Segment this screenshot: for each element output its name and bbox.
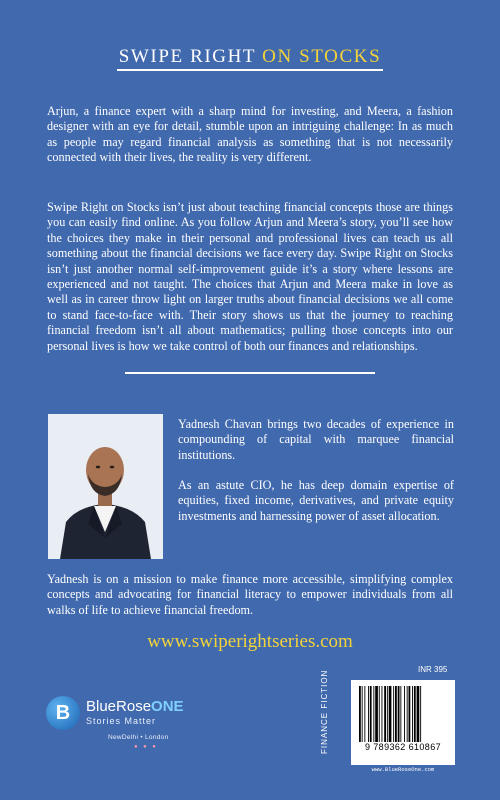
publisher-logo-icon: B (46, 696, 80, 730)
book-title-part1: SWIPE RIGHT (118, 46, 256, 67)
title-block (0, 46, 500, 71)
book-title-part2: ON STOCKS (262, 46, 382, 67)
genre-text: FINANCE FICTION (320, 669, 329, 754)
social-media-icons: ● ● ● (134, 744, 158, 750)
isbn-barcode (351, 680, 455, 765)
genre-label (316, 669, 344, 758)
book-title (117, 46, 384, 71)
publisher-name (86, 698, 184, 715)
publisher-tagline: Stories Matter (86, 716, 157, 726)
publisher-cities: NewDelhi • London (108, 734, 169, 741)
publisher-name-part1: BlueRose (86, 698, 152, 715)
author-bio-1: Yadnesh Chavan brings two decades of experience in compounding of capital with marquee financial institutions. (178, 417, 454, 462)
publisher-name-part2: ONE (151, 698, 184, 715)
series-website: www.swiperightseries.com (147, 631, 353, 652)
author-mission: Yadnesh is on a mission to make finance more accessible, simplifying complex concepts and advocating for financial literacy to empower individuals from all walks of life to achieve financial freedom. (47, 572, 453, 617)
section-divider (125, 372, 375, 374)
author-photo (48, 414, 163, 559)
publisher-website: www.BlueRoseOne.com (371, 766, 435, 773)
blurb-paragraph-2: Swipe Right on Stocks isn’t just about teaching financial concepts those are things you can easily find online. As you follow Arjun and Meera’s story, you’ll see how the choices they make in their personal and professional lives can teach us all something about the financial decisions we face every day. Swipe Right on Stocks isn’t just another normal self-improvement guide it’s a story where lessons are experienced and not taught. The choices that Arjun and Meera make in love as well as in career throw light on larger truths about financial decisions we all come to stand face-to-face with. Their story shows us that the journey to reaching financial freedom isn’t all about mathematics; pulling those concepts into our personal lives is how we take control of both our finances and relationships. (47, 200, 453, 353)
author-bio-2: As an astute CIO, he has deep domain expertise of equities, fixed income, derivatives, and private equity investments and harnessing power of asset allocation. (178, 478, 454, 523)
blurb-paragraph-1: Arjun, a finance expert with a sharp mind for investing, and Meera, a fashion designer with an eye for detail, stumble upon an intriguing challenge: In as much as people may regard financial analysis as something that is not necessarily connected with their lives, the reality is very different. (47, 104, 453, 165)
isbn-number: 9 789362 610867 (364, 742, 442, 752)
publisher-logo (46, 694, 266, 754)
barcode-icon (359, 686, 447, 742)
price-label: INR 395 (418, 665, 448, 674)
